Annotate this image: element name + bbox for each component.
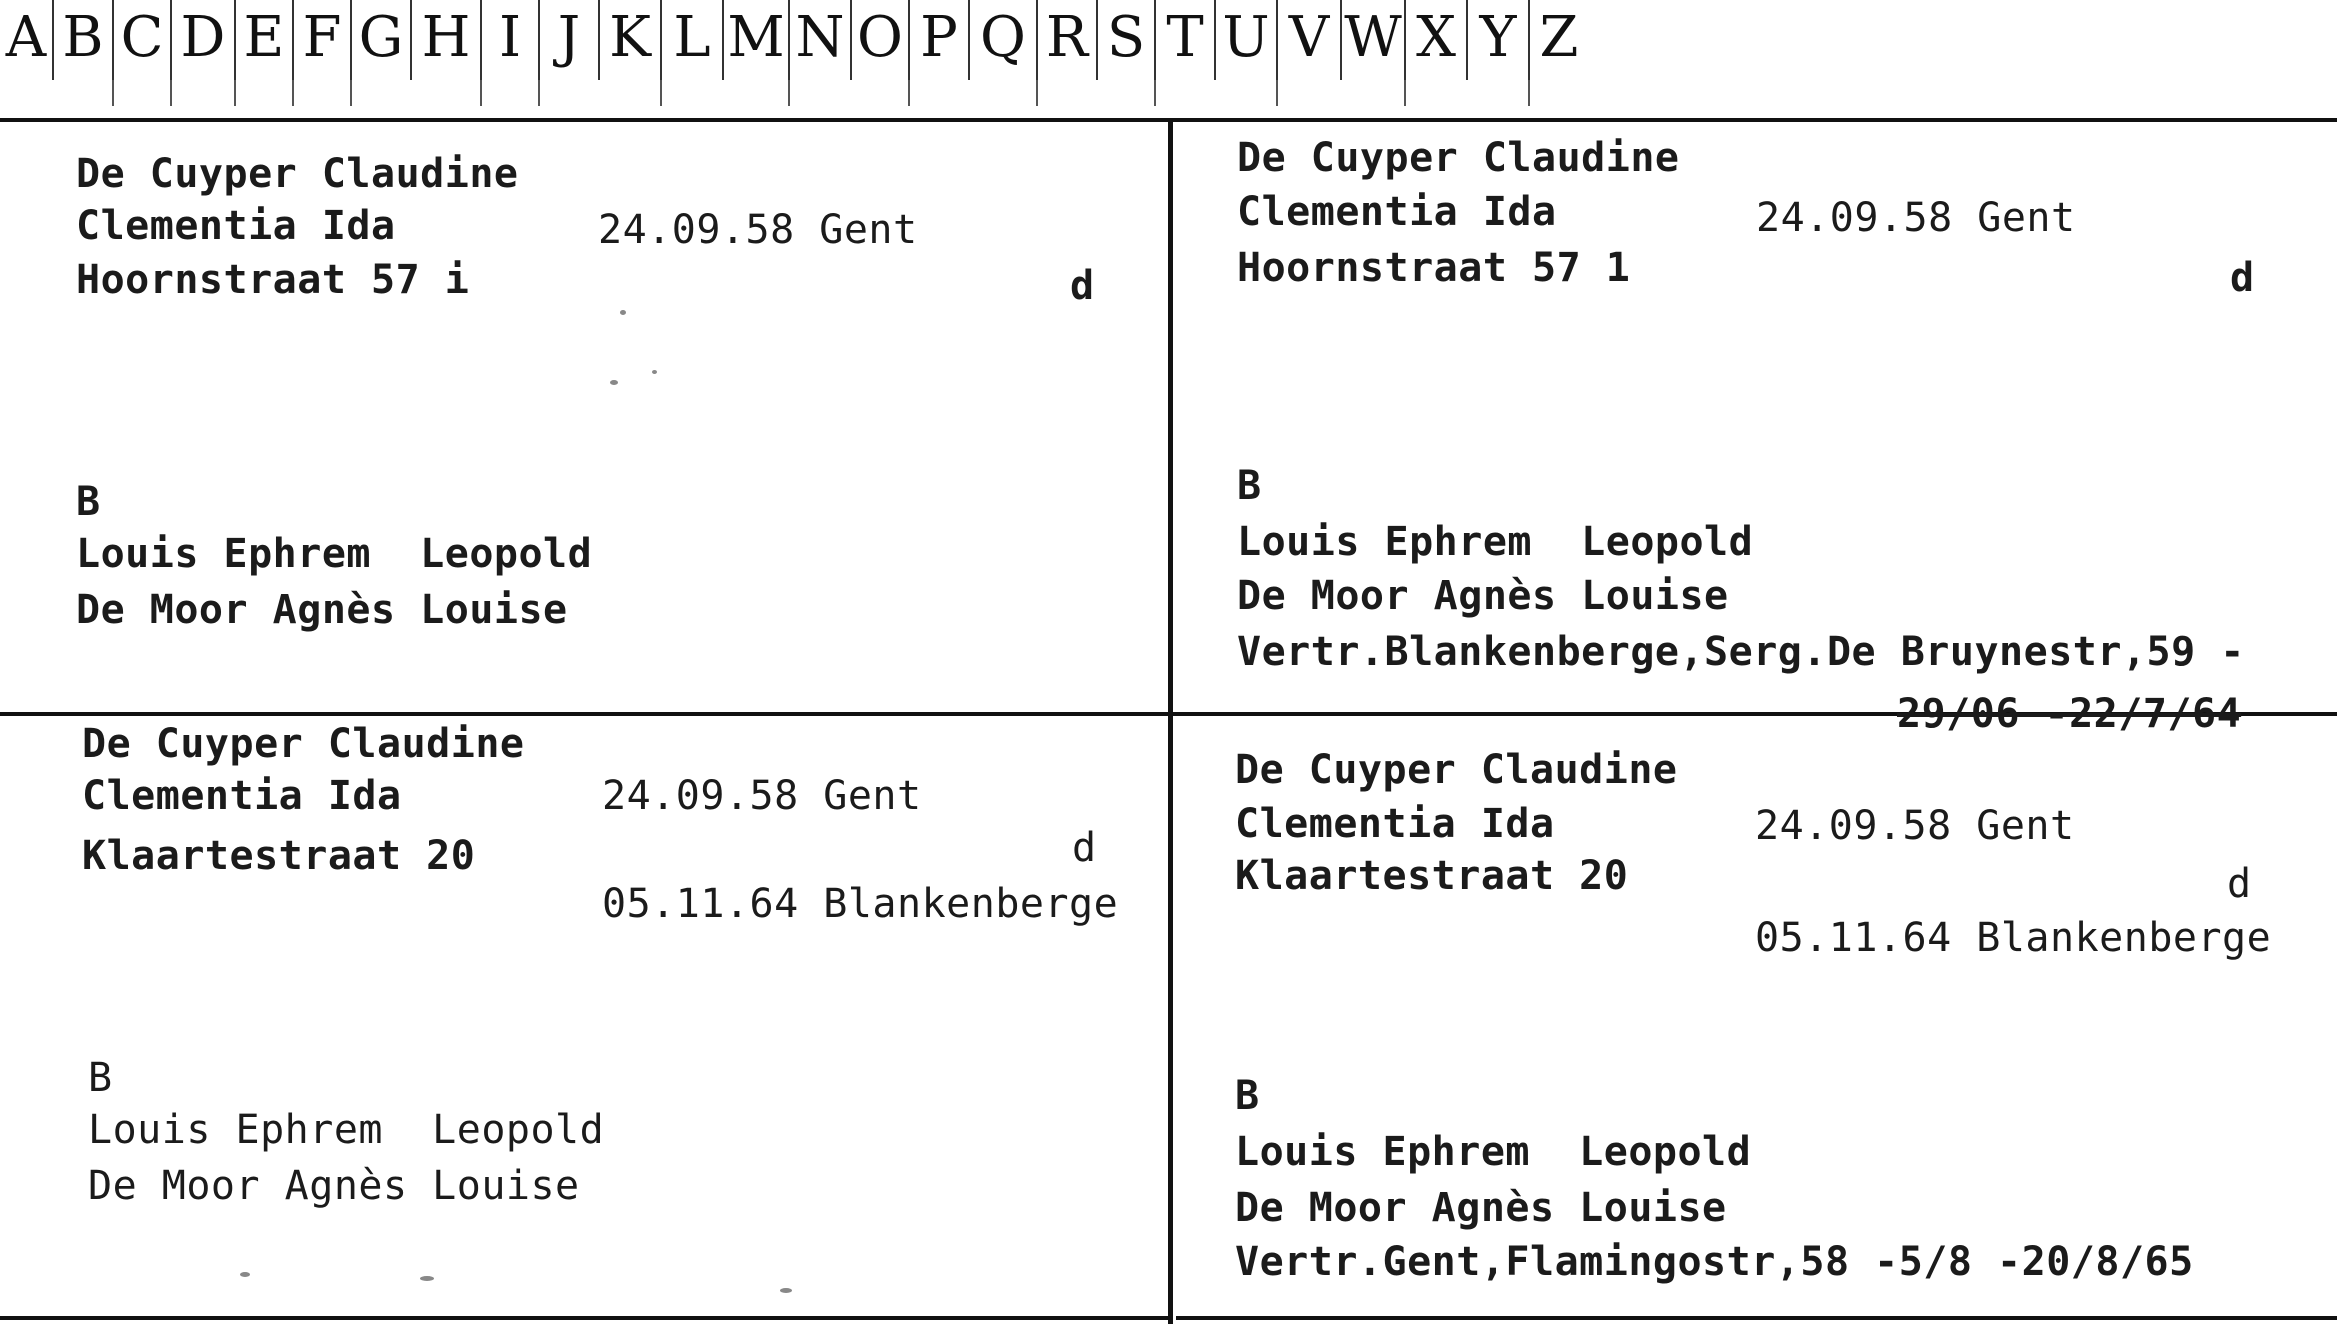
father-name: Louis Ephrem Leopold — [88, 1107, 605, 1153]
index-letter: N — [788, 0, 850, 80]
transfer-note: Vertr.Gent,Flamingostr,58 -5/8 -20/8/65 — [1235, 1239, 2194, 1285]
settlement: 05.11.64 Blankenberge — [1755, 915, 2272, 961]
mother-name: De Moor Agnès Louise — [1237, 573, 1729, 619]
index-letter: Y — [1466, 0, 1528, 80]
birth-date-place: 24.09.58 Gent — [1756, 195, 2076, 241]
birth-date-place: 24.09.58 Gent — [1755, 803, 2075, 849]
tick-mark — [908, 80, 910, 106]
index-letter: W — [1340, 0, 1404, 80]
index-letter: O — [850, 0, 908, 80]
tick-mark — [1154, 80, 1156, 106]
label-b: B — [1237, 463, 1262, 509]
tick-mark — [480, 80, 482, 106]
tick-mark — [660, 80, 662, 106]
index-letter: M — [722, 0, 788, 80]
index-letter: V — [1276, 0, 1340, 80]
index-letter: Z — [1528, 0, 1588, 80]
father-name: Louis Ephrem Leopold — [76, 531, 593, 577]
tick-mark — [788, 80, 790, 106]
tick-mark — [1528, 80, 1530, 106]
alphabet-index-bar — [0, 0, 2337, 122]
tick-mark — [1036, 80, 1038, 106]
father-name: Louis Ephrem Leopold — [1237, 519, 1754, 565]
mother-name: De Moor Agnès Louise — [88, 1163, 580, 1209]
index-letter: E — [234, 0, 292, 80]
tick-mark — [170, 80, 172, 106]
index-letter: D — [170, 0, 234, 80]
surname: De Cuyper Claudine — [1235, 747, 1678, 793]
ink-speck — [652, 370, 657, 374]
index-letter: K — [598, 0, 660, 80]
index-letter: G — [350, 0, 410, 80]
label-b: B — [88, 1055, 113, 1101]
index-letter: F — [292, 0, 350, 80]
father-name: Louis Ephrem Leopold — [1235, 1129, 1752, 1175]
ink-speck — [780, 1288, 792, 1293]
marker-d: d — [1072, 825, 1097, 871]
marker-d: d — [2227, 861, 2252, 907]
index-letter: L — [660, 0, 722, 80]
tick-mark — [1276, 80, 1278, 106]
index-letter: A — [5, 5, 47, 70]
settlement: 05.11.64 Blankenberge — [602, 881, 1119, 927]
mother-name: De Moor Agnès Louise — [1235, 1185, 1727, 1231]
mother-name: De Moor Agnès Louise — [76, 587, 568, 633]
marker-d: d — [1070, 263, 1095, 309]
transfer-dates: 29/06 -22/7/64 — [1897, 691, 2242, 737]
given-names: Clementia Ida — [76, 203, 396, 249]
index-card-top-left — [0, 120, 1168, 712]
ink-speck — [610, 380, 618, 385]
index-letter: I — [480, 0, 538, 80]
index-card-top-right — [1173, 120, 2337, 737]
bottom-divider-right — [1176, 1316, 2337, 1320]
index-letter: H — [410, 0, 480, 80]
surname: De Cuyper Claudine — [76, 151, 519, 197]
given-names: Clementia Ida — [82, 773, 402, 819]
label-b: B — [76, 479, 101, 525]
index-letter: J — [538, 0, 598, 80]
label-b: B — [1235, 1073, 1260, 1119]
address: Hoornstraat 57 1 — [1237, 245, 1631, 291]
tick-mark — [234, 80, 236, 106]
surname: De Cuyper Claudine — [82, 721, 525, 767]
address: Klaartestraat 20 — [82, 833, 476, 879]
surname: De Cuyper Claudine — [1237, 135, 1680, 181]
index-letter: Q — [968, 0, 1036, 80]
birth-date-place: 24.09.58 Gent — [598, 207, 918, 253]
index-letter: T — [1154, 0, 1214, 80]
birth-date-place: 24.09.58 Gent — [602, 773, 922, 819]
tick-mark — [112, 80, 114, 106]
index-letter: X — [1404, 0, 1466, 80]
address: Hoornstraat 57 i — [76, 257, 470, 303]
index-letter: C — [112, 0, 170, 80]
ink-speck — [420, 1276, 434, 1281]
ink-speck — [240, 1272, 250, 1277]
transfer-note: Vertr.Blankenberge,Serg.De Bruynestr,59 - — [1237, 629, 2245, 675]
tick-mark — [350, 80, 352, 106]
tick-mark — [538, 80, 540, 106]
address: Klaartestraat 20 — [1235, 853, 1629, 899]
given-names: Clementia Ida — [1235, 801, 1555, 847]
bottom-divider-left — [0, 1316, 1170, 1320]
index-letter: U — [1214, 0, 1276, 80]
given-names: Clementia Ida — [1237, 189, 1557, 235]
ink-speck — [620, 310, 626, 315]
index-card-bottom-left — [0, 716, 1168, 1316]
marker-d: d — [2230, 255, 2255, 301]
index-letter: B — [52, 0, 112, 80]
index-letter: R — [1036, 0, 1096, 80]
index-card-bottom-right — [1173, 716, 2337, 1316]
index-letter: S — [1096, 0, 1154, 80]
tick-mark — [292, 80, 294, 106]
index-letter: P — [908, 0, 968, 80]
tick-mark — [1404, 80, 1406, 106]
